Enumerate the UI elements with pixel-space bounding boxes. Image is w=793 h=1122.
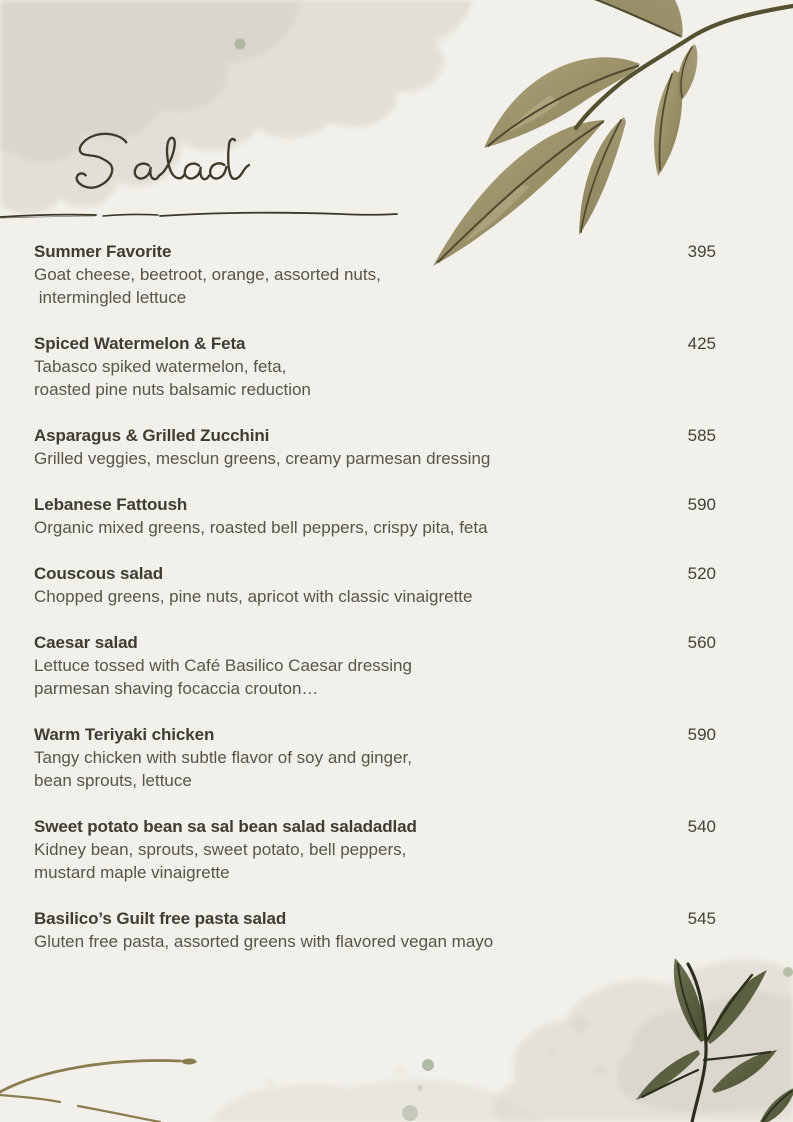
item-name: Lebanese Fattoush	[34, 495, 188, 514]
item-description-line: Goat cheese, beetroot, orange, assorted nuts,	[34, 265, 381, 284]
item-description-line: Chopped greens, pine nuts, apricot with classic vinaigrette	[34, 587, 473, 606]
item-name: Couscous salad	[34, 564, 163, 583]
item-price: 590	[687, 495, 716, 514]
item-name: Summer Favorite	[34, 242, 172, 261]
menu-item	[34, 631, 716, 700]
item-price: 425	[687, 334, 716, 353]
item-price: 520	[687, 564, 716, 583]
sage-dot	[235, 39, 246, 50]
menu-item	[34, 562, 716, 608]
menu-item-list	[34, 240, 716, 976]
item-description-line: bean sprouts, lettuce	[34, 771, 192, 790]
olive-leaves	[433, 0, 697, 266]
menu-item-header	[34, 240, 716, 263]
item-description	[34, 355, 716, 401]
menu-item	[34, 815, 716, 884]
green-leaves	[636, 958, 793, 1122]
sage-dots	[402, 967, 793, 1121]
watercolor-splash-bottom-center	[150, 1060, 570, 1122]
item-description	[34, 263, 716, 309]
item-description-line: Organic mixed greens, roasted bell peppers, crispy pita, feta	[34, 518, 488, 537]
leaf-veins-and-stem	[438, 0, 793, 262]
menu-item-header	[34, 907, 716, 930]
menu-item-header	[34, 332, 716, 355]
item-name: Basilico’s Guilt free pasta salad	[34, 909, 287, 928]
menu-item-header	[34, 562, 716, 585]
grass-stems-bottom-left	[0, 1040, 260, 1122]
wash-blobs	[210, 1065, 542, 1122]
item-description-line: Kidney bean, sprouts, sweet potato, bell peppers,	[34, 840, 407, 859]
item-description-line: Gluten free pasta, assorted greens with flavored vegan mayo	[34, 932, 494, 951]
menu-item	[34, 424, 716, 470]
item-price: 545	[687, 909, 716, 928]
hand-drawn-divider	[0, 208, 400, 224]
item-name: Warm Teriyaki chicken	[34, 725, 215, 744]
item-price: 560	[687, 633, 716, 652]
item-description-line: Tangy chicken with subtle flavor of soy and ginger,	[34, 748, 412, 767]
item-description-line: parmesan shaving focaccia crouton…	[34, 679, 319, 698]
green-veins-and-stem	[642, 964, 792, 1122]
item-name: Asparagus & Grilled Zucchini	[34, 426, 270, 445]
item-description	[34, 746, 716, 792]
salad-script-lettering	[55, 118, 255, 210]
item-description	[34, 516, 716, 539]
item-price: 585	[687, 426, 716, 445]
item-description-line: Lettuce tossed with Café Basilico Caesar dressing	[34, 656, 412, 675]
stem-bud-tip	[180, 1058, 197, 1064]
item-description-line: Tabasco spiked watermelon, feta,	[34, 357, 287, 376]
item-description	[34, 838, 716, 884]
menu-item	[34, 493, 716, 539]
item-price: 590	[687, 725, 716, 744]
item-description-line: intermingled lettuce	[34, 288, 187, 307]
menu-item-header	[34, 424, 716, 447]
item-description-line: Grilled veggies, mesclun greens, creamy parmesan dressing	[34, 449, 491, 468]
menu-item	[34, 907, 716, 953]
item-description	[34, 930, 716, 953]
stem-curves	[0, 1061, 180, 1122]
menu-item	[34, 332, 716, 401]
item-description	[34, 447, 716, 470]
menu-item-header	[34, 723, 716, 746]
menu-item	[34, 723, 716, 792]
item-description	[34, 585, 716, 608]
menu-item	[34, 240, 716, 309]
item-name: Caesar salad	[34, 633, 138, 652]
menu-item-header	[34, 631, 716, 654]
item-price: 540	[687, 817, 716, 836]
section-title-script	[55, 118, 255, 210]
item-description	[34, 654, 716, 700]
item-name: Spiced Watermelon & Feta	[34, 334, 246, 353]
item-description-line: mustard maple vinaigrette	[34, 863, 230, 882]
item-description-line: roasted pine nuts balsamic reduction	[34, 380, 311, 399]
item-price: 395	[687, 242, 716, 261]
menu-item-header	[34, 815, 716, 838]
wash-blobs	[495, 959, 793, 1122]
item-name: Sweet potato bean sa sal bean salad saladadlad	[34, 817, 417, 836]
menu-item-header	[34, 493, 716, 516]
